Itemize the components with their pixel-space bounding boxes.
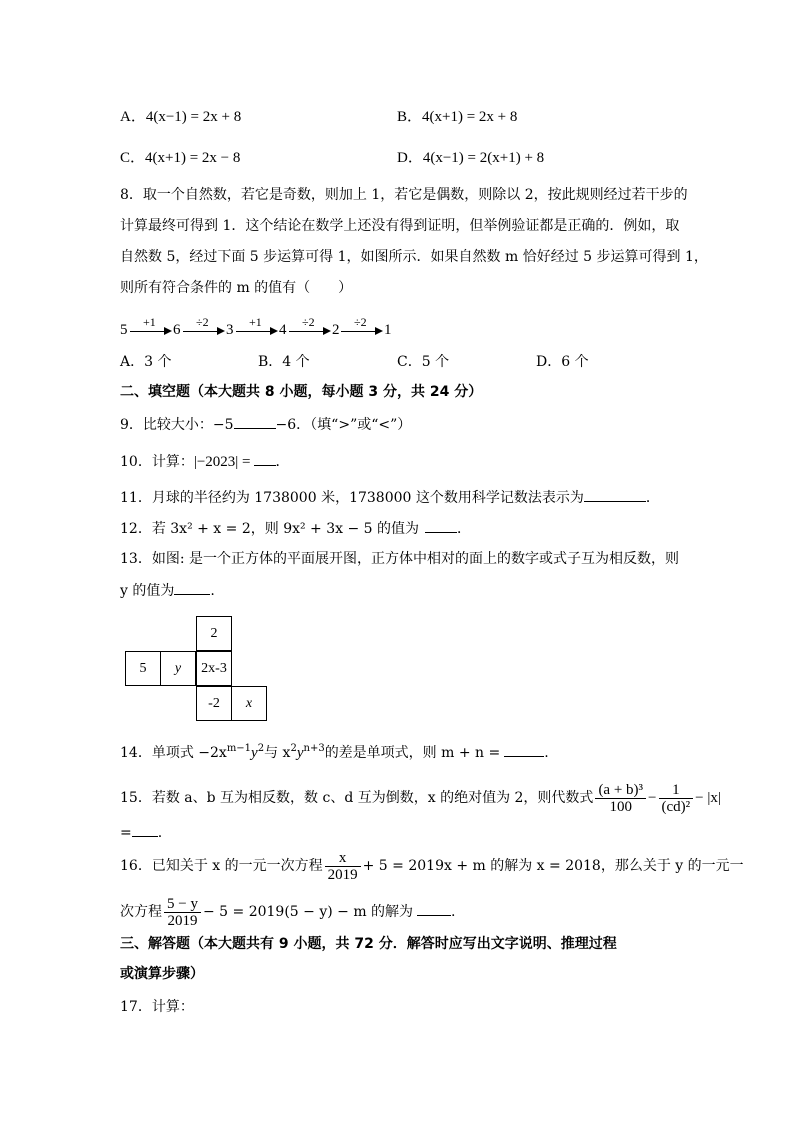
fraction: [164, 896, 201, 929]
chain-number: 3: [226, 322, 234, 338]
q16-line1: [120, 848, 744, 884]
chain-arrow: [341, 331, 377, 332]
q9-suffix: −6．（填“>”或“<”）: [275, 417, 412, 433]
q16-equation-2: − 5 = 2019(5 − y) − m 的解为: [202, 904, 414, 920]
q15: 15．若数 a、b 互为相反数，数 c、d 互为倒数，x 的绝对值为 2，则代数式 $\frac{\text{(a + b)³}}{100}$ − $\frac{1}{\text{(cd)²}}$ − |x|: [120, 781, 721, 815]
net-cell: x: [231, 686, 267, 721]
q12-text: 12．若 3x² + x = 2，则 9x² + 3x − 5 的值为: [120, 521, 420, 537]
q7-option-d: [397, 148, 544, 168]
q8-line2: 计算最终可得到 1．这个结论在数学上还没有得到证明，但举例验证都是正确的．例如，取: [120, 218, 680, 234]
net-cell: 5: [125, 651, 161, 686]
q17: 17．计算：: [120, 999, 194, 1015]
chain-number: 2: [332, 322, 340, 338]
answer-blank: [425, 518, 457, 533]
q16-line2-prefix: 次方程: [120, 904, 162, 920]
q11-text: 11．月球的半径约为 1738000 米，1738000 这个数用科学记数法表示为: [120, 490, 584, 506]
answer-blank: [132, 822, 158, 837]
chain-arrow-head: [270, 327, 278, 335]
q8-option-b: B．4 个: [258, 354, 310, 370]
option-label: C．: [120, 150, 146, 166]
chain-number: 5: [120, 322, 128, 338]
q8-line3: 自然数 5，经过下面 5 步运算可得 1，如图所示．如果自然数 m 恰好经过 5 步运算可得到 1，: [120, 249, 708, 265]
q12: [120, 518, 471, 539]
chain-operation: +1: [143, 315, 156, 329]
chain-arrow: [236, 331, 272, 332]
net-cell: y: [160, 651, 196, 686]
q7-option-b: [397, 107, 517, 127]
chain-number: 4: [279, 322, 287, 338]
fraction: [595, 782, 646, 815]
chain-number: 6: [173, 322, 181, 338]
q14-end: .: [544, 745, 549, 761]
option-expression: 4(x+1) = 2x + 8: [422, 109, 518, 125]
q7-option-a: [120, 107, 241, 127]
q8-line1: 8．取一个自然数，若它是奇数，则加上 1，若它是偶数，则除以 2，按此规则经过若干步的: [120, 187, 688, 203]
numerator: 5 − y: [164, 896, 201, 913]
option-label: A．: [120, 109, 146, 125]
net-cell: 2x-3: [196, 651, 232, 686]
exponent: 2: [290, 743, 297, 754]
q10-prefix: 10．计算：: [120, 454, 194, 470]
chain-operation: ÷2: [196, 315, 209, 329]
chain-operation: +1: [249, 315, 262, 329]
answer-blank: [584, 487, 646, 502]
chain-number: 1: [384, 322, 392, 338]
q14-suffix: 的差是单项式，则 m + n =: [324, 745, 501, 761]
denominator: 100: [609, 798, 632, 815]
numerator: x: [325, 850, 361, 867]
chain-arrow-head: [323, 327, 331, 335]
q10: [120, 451, 290, 472]
option-label: B．: [397, 109, 423, 125]
q14-prefix: 14．单项式 −2x: [120, 745, 227, 761]
q15-line2: [120, 822, 162, 843]
q13-line2: [120, 580, 215, 601]
q13-text: y 的值为: [120, 583, 175, 599]
q11: [120, 487, 660, 508]
answer-blank: [504, 742, 544, 757]
exponent: n+3: [303, 743, 325, 754]
option-expression: 4(x+1) = 2x − 8: [145, 150, 241, 166]
exponent: 2: [257, 743, 265, 754]
q11-suffix: ．: [645, 490, 660, 506]
q13-suffix: .: [210, 583, 215, 599]
q15-equals: =: [120, 825, 132, 841]
answer-blank: [254, 451, 276, 466]
q14-mid: 与 x: [264, 745, 291, 761]
q7-option-c: [120, 148, 240, 168]
net-cell: 2: [196, 616, 232, 651]
q8-option-a: A．3 个: [120, 354, 172, 370]
chain-operation: ÷2: [302, 315, 315, 329]
fraction: [659, 782, 694, 815]
q15-text: 15．若数 a、b 互为相反数，数 c、d 互为倒数，x 的绝对值为 2，则代数式: [120, 790, 594, 806]
answer-blank: [417, 901, 451, 916]
chain-arrow-head: [164, 327, 172, 335]
answer-blank: [234, 414, 276, 429]
q16-line2: [120, 894, 456, 930]
chain-arrow: [183, 331, 219, 332]
q8-option-c: C．5 个: [397, 354, 450, 370]
q10-expression: |−2023| =: [193, 454, 251, 470]
numerator: 1: [659, 782, 694, 799]
net-cell: -2: [196, 686, 232, 721]
q12-suffix: ．: [457, 521, 472, 537]
q8-option-d: D．6 个: [536, 354, 589, 370]
q16-equation: + 5 = 2019x + m 的解为 x = 2018，那么关于 y 的一元一: [362, 858, 744, 874]
section-3-title-line1: 三、解答题（本大题共有 9 小题，共 72 分．解答时应写出文字说明、推理过程: [120, 936, 617, 952]
answer-blank: [174, 580, 210, 595]
q15-tail: − |x|: [695, 790, 721, 806]
chain-arrow: [289, 331, 325, 332]
denominator: (cd)²: [661, 798, 691, 815]
option-label: D．: [397, 150, 423, 166]
option-expression: 4(x−1) = 2x + 8: [145, 109, 242, 125]
q15-end: .: [157, 825, 163, 841]
chain-arrow-head: [217, 327, 225, 335]
chain-arrow-head: [375, 327, 383, 335]
option-expression: 4(x−1) = 2(x+1) + 8: [422, 150, 545, 166]
q13-line1: 13．如图: 是一个正方体的平面展开图，正方体中相对的面上的数字或式子互为相反数，则: [120, 551, 679, 567]
chain-arrow: [130, 331, 166, 332]
q16-prefix: 16．已知关于 x 的一元一次方程: [120, 858, 323, 874]
exponent: m−1: [226, 743, 252, 754]
q9: [120, 414, 411, 435]
section-3-title-line2: 或演算步骤）: [120, 966, 204, 982]
fraction: [325, 850, 361, 883]
denominator: 2019: [167, 912, 198, 929]
numerator: (a + b)³: [595, 782, 646, 799]
q10-suffix: ．: [275, 454, 290, 470]
chain-operation: ÷2: [354, 315, 367, 329]
q16-end: .: [451, 904, 456, 920]
q9-prefix: 9．比较大小：−5: [120, 417, 234, 433]
q14: 14．单项式 $-2x^{m-1}y^2$与 $x^2y^{n+3}$的差是单项式，则 m + n = .: [120, 743, 549, 761]
q8-line4: 则所有符合条件的 m 的值有（ ）: [120, 280, 353, 296]
section-2-title: 二、填空题（本大题共 8 小题，每小题 3 分，共 24 分）: [120, 384, 483, 400]
denominator: 2019: [327, 866, 358, 883]
